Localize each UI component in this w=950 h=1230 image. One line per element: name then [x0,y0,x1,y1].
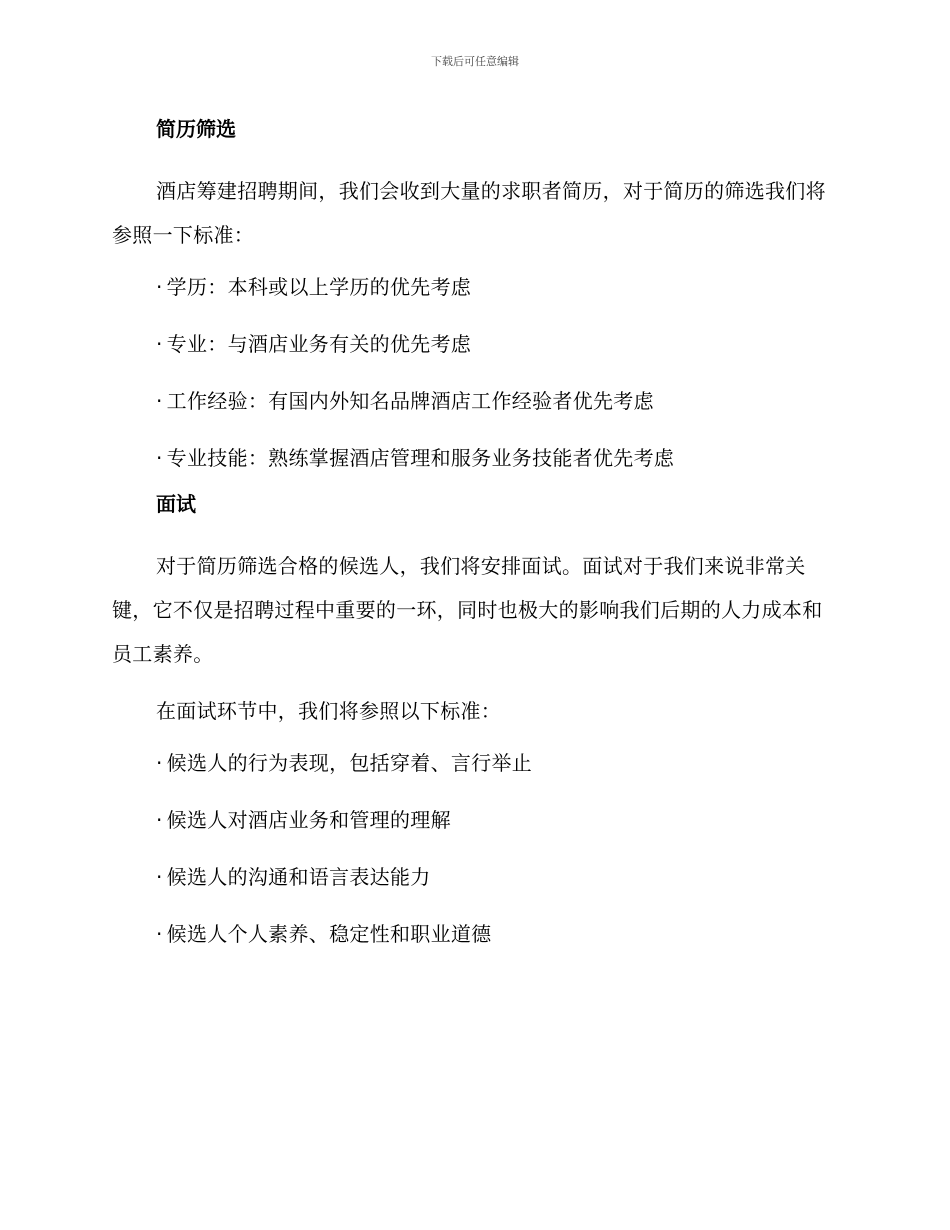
list-item-text: 工作经验：有国内外知名品牌酒店工作经验者优先考虑 [166,389,654,413]
bullet-dot: · [156,389,163,413]
list-item-text: 候选人的行为表现，包括穿着、言行举止 [166,751,533,775]
list-item [112,803,836,837]
section-heading-interview: 面试 [156,492,196,516]
list-item [112,270,836,304]
list-item-text: 专业：与酒店业务有关的优先考虑 [166,332,472,356]
bullet-dot: · [156,751,163,775]
list-item-text: 候选人的沟通和语言表达能力 [166,865,431,889]
interview-criteria-intro: 在面试环节中，我们将参照以下标准： [156,699,502,723]
list-item [112,384,836,418]
list-item [112,917,836,951]
list-item-text: 候选人对酒店业务和管理的理解 [166,808,451,832]
list-item [112,746,836,780]
list-item [112,441,836,475]
list-item-text: 候选人个人素养、稳定性和职业道德 [166,922,492,946]
bullet-dot: · [156,275,163,299]
bullet-dot: · [156,808,163,832]
document-body [112,112,836,974]
section-heading-resume-screening: 简历筛选 [156,117,236,141]
bullet-dot: · [156,332,163,356]
header-note: 下载后可任意编辑 [431,55,519,68]
list-item-text: 专业技能：熟练掌握酒店管理和服务业务技能者优先考虑 [166,446,675,470]
bullet-dot: · [156,922,163,946]
list-item [112,860,836,894]
bullet-dot: · [156,446,163,470]
list-item [112,327,836,361]
interview-intro: 对于简历筛选合格的候选人，我们将安排面试。面试对于我们来说非常关键，它不仅是招聘过程中重要的一环，同时也极大的影响我们后期的人力成本和员工素养。 [112,554,823,666]
list-item-text: 学历：本科或以上学历的优先考虑 [166,275,472,299]
resume-screening-intro: 酒店筹建招聘期间，我们会收到大量的求职者简历，对于简历的筛选我们将参照一下标准： [112,179,826,247]
bullet-dot: · [156,865,163,889]
